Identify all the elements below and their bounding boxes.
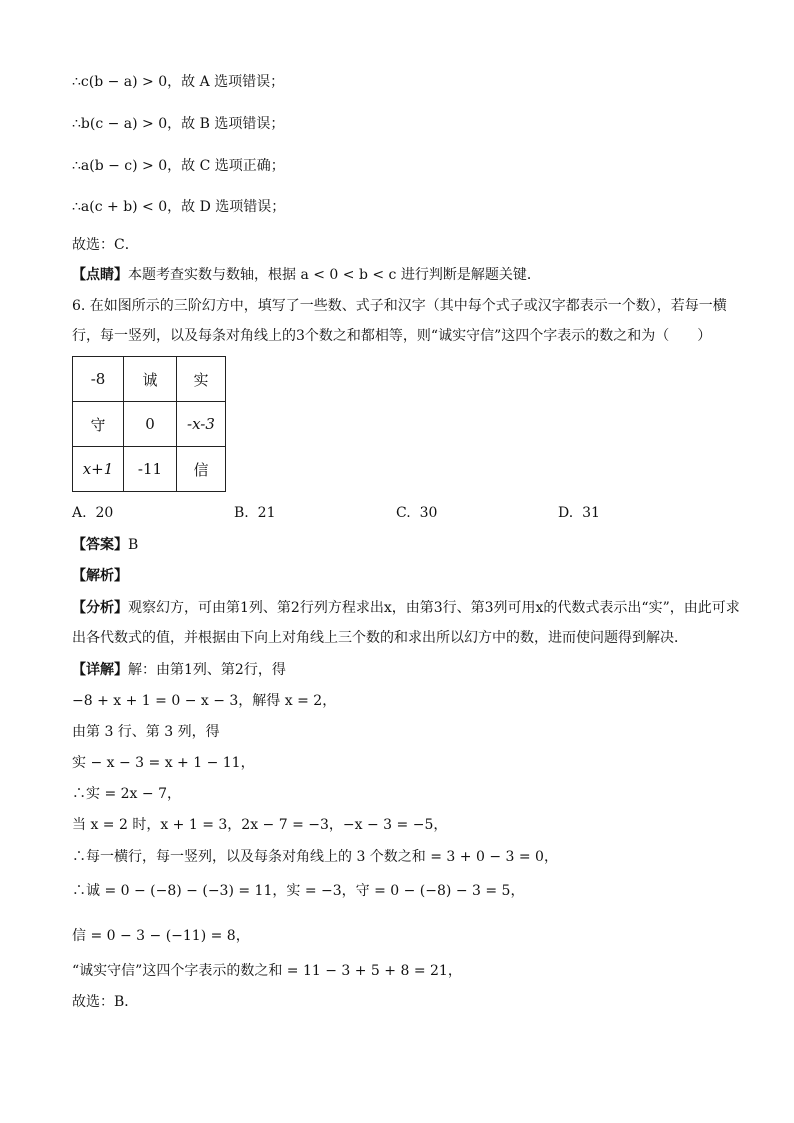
solution-line: ∴每一横行，每一竖列，以及每条对角线上的 3 个数之和 = 3 + 0 − 3 = 0， <box>72 849 558 865</box>
question-text: 6. 在如图所示的三阶幻方中，填写了一些数、式子和汉字（其中每个式子或汉字都表示一个数），若每一横行，每一竖列，以及每条对角线上的3个数之和都相等，则“诚实守信”这四个字表示的数之和为（ ） <box>72 298 727 344</box>
magic-cell: -8 <box>73 357 124 402</box>
answer-line <box>72 535 754 555</box>
solution-line: −8 + x + 1 = 0 − x − 3，解得 x = 2， <box>72 693 337 709</box>
text-line: ∴a(c + b) < 0，故 D 选项错误； <box>72 199 286 215</box>
fenxi-paragraph <box>72 593 752 653</box>
answer-value: B <box>128 537 139 553</box>
option-value: 30 <box>419 505 438 521</box>
text-line: 故选：C． <box>72 237 139 253</box>
fenxi-tag: 【分析】 <box>72 600 128 616</box>
option-c <box>396 505 437 521</box>
option-label: C. <box>396 505 411 521</box>
solution-line: “诚实守信”这四个字表示的数之和 = 11 − 3 + 5 + 8 = 21， <box>72 963 462 979</box>
dianjing-note <box>72 265 754 285</box>
option-label: B. <box>234 505 249 521</box>
dianjing-tag: 【点睛】 <box>72 267 128 283</box>
text-line: ∴b(c − a) > 0，故 B 选项错误； <box>72 116 285 132</box>
solution-line: 故选：B． <box>72 994 139 1010</box>
option-d <box>558 505 600 521</box>
xiangjie-tag: 【详解】 <box>72 662 128 678</box>
solution-line: 由第 3 行、第 3 列，得 <box>72 724 220 740</box>
solution-line: 信 = 0 − 3 − (−11) = 8， <box>72 928 250 944</box>
text-line: ∴c(b − a) > 0，故 A 选项错误； <box>72 74 285 90</box>
magic-square-table <box>72 356 226 492</box>
option-value: 21 <box>257 505 276 521</box>
option-label: D. <box>558 505 574 521</box>
answer-tag: 【答案】 <box>72 537 128 553</box>
magic-cell: 实 <box>177 357 226 402</box>
magic-cell: 0 <box>124 402 177 447</box>
solution-line: ∴实 = 2x − 7， <box>72 786 181 802</box>
xiangjie-paragraph <box>72 660 754 680</box>
option-b <box>234 505 275 521</box>
magic-cell: 信 <box>177 447 226 492</box>
solution-line: 实 − x − 3 = x + 1 − 11， <box>72 755 255 771</box>
solution-line: 当 x = 2 时，x + 1 = 3，2x − 7 = −3，−x − 3 = −5， <box>72 817 448 833</box>
text-line: ∴a(b − c) > 0，故 C 选项正确； <box>72 158 285 174</box>
xiangjie-text: 解：由第1列、第2行，得 <box>128 662 286 678</box>
option-label: A. <box>72 505 87 521</box>
option-a <box>72 505 113 521</box>
dianjing-text: 本题考查实数与数轴，根据 a < 0 < b < c 进行判断是解题关键． <box>128 267 541 283</box>
magic-cell: 诚 <box>124 357 177 402</box>
magic-cell: -11 <box>124 447 177 492</box>
solution-line: ∴诚 = 0 − (−8) − (−3) = 11，实 = −3，守 = 0 − (−8) − 3 = 5， <box>72 883 525 899</box>
option-value: 31 <box>582 505 600 521</box>
magic-cell: -x-3 <box>177 402 226 447</box>
option-value: 20 <box>95 505 114 521</box>
magic-cell: x+1 <box>73 447 124 492</box>
answer-options <box>72 505 752 525</box>
analysis-tag: 【解析】 <box>72 568 128 584</box>
fenxi-text: 观察幻方，可由第1列、第2行列方程求出x，由第3行、第3列可用x的代数式表示出“实”，由此可求出各代数式的值，并根据由下向上对角线上三个数的和求出所以幻方中的数，进而使问题得到解决． <box>72 600 740 646</box>
magic-cell: 守 <box>73 402 124 447</box>
